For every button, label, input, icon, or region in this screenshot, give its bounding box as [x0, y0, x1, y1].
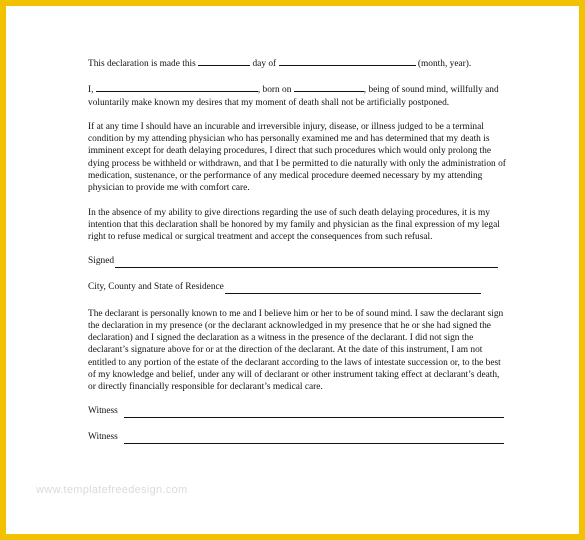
residence-label: City, County and State of Residence: [88, 282, 224, 293]
signature-line[interactable]: [115, 258, 498, 268]
declarant-rest: willfully and voluntarily make known my desires that my moment of death shall not be artificially postponed.: [88, 85, 499, 108]
witness-row-2: [88, 432, 508, 444]
month-year-blank[interactable]: [279, 56, 416, 66]
witness-label-2: Witness: [88, 432, 118, 443]
document-content: [88, 56, 508, 458]
watermark: www.templatefreedesign.com: [36, 484, 188, 496]
witness-line-2[interactable]: [124, 434, 504, 444]
witness-label-1: Witness: [88, 406, 118, 417]
residence-row: [88, 282, 508, 294]
intro-line: [88, 56, 508, 70]
absence-paragraph: In the absence of my ability to give directions regarding the use of such death delaying procedures, it is my intention that this declaration shall be honored by my family and physician as the final expression of my legal right to refuse medical or surgical treatment and accept the consequences from such refusal.: [88, 207, 500, 243]
declarant-name-blank[interactable]: [96, 82, 258, 92]
signed-row: [88, 256, 508, 268]
witness-row-1: [88, 406, 508, 418]
intro-text-1: This declaration is made this: [88, 59, 196, 69]
birth-date-blank[interactable]: [294, 82, 364, 92]
day-blank[interactable]: [198, 56, 250, 66]
witness-section: [88, 406, 508, 444]
declarant-prefix: I,: [88, 85, 94, 96]
declarant-paragraph: [88, 82, 508, 109]
terminal-condition-paragraph: If at any time I should have an incurable and irreversible injury, disease, or illness judged to be a terminal condition by my attending physician who has personally examined me and has determined that my death is imminent except for death delaying procedures, I direct that such procedures which would only prolong the dying process be withheld or withdrawn, and that I be permitted to die naturally with only the administration of medication, sustenance, or the performance of any medical procedure deemed necessary by my attending physician to provide me with comfort care.: [88, 121, 506, 194]
residence-line[interactable]: [225, 284, 481, 294]
intro-text-2: day of: [252, 59, 277, 69]
signed-label: Signed: [88, 256, 115, 267]
sound-mind-text: , being of sound mind,: [363, 85, 449, 96]
witness-statement-paragraph: The declarant is personally known to me and I believe him or her to be of sound mind. I saw the declarant sign the declaration in my presence (or the declarant acknowledged in my presence that he or she had signed the declaration) and I signed the declaration as a witness in the presence of the declarant. I did not sign the declarant’s signature above for or at the direction of the declarant. At the date of this instrument, I am not entitled to any portion of the estate of the declarant according to the laws of intestate succession or, to the best of my knowledge and belief, under any will of declarant or other instrument taking effect at declarant’s death, or directly financially responsible for declarant’s medical care.: [88, 308, 504, 393]
intro-text-3: (month, year).: [417, 59, 472, 69]
born-on-text: , born on: [257, 85, 292, 96]
witness-line-1[interactable]: [124, 408, 504, 418]
document-page: [6, 6, 579, 534]
